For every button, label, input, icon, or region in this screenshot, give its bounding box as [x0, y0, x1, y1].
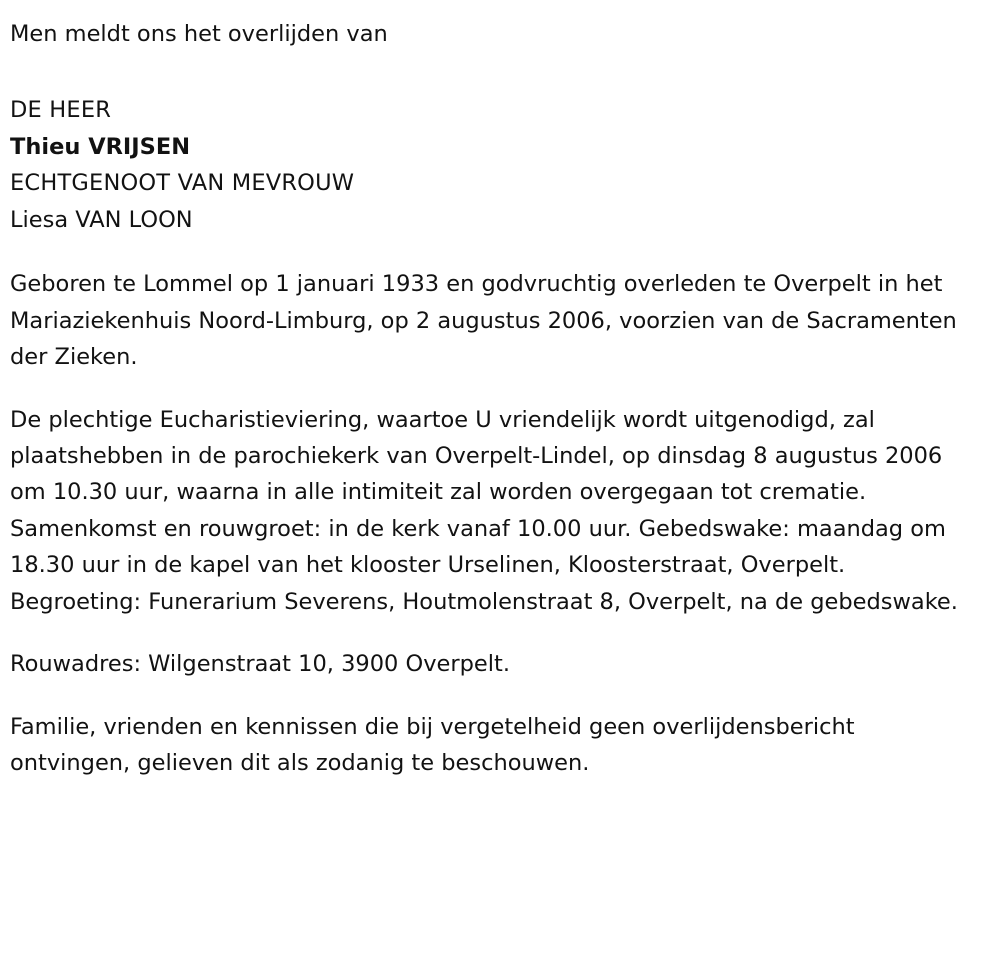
deceased-title: DE HEER: [10, 97, 112, 124]
service-paragraph: De plechtige Eucharistieviering, waartoe U vriendelijk wordt uitgenodigd, zal plaatshebben in de parochiekerk van Overpelt-Lindel, op dinsdag 8 augustus 2006 om 10.30 uur, waarna in alle intimiteit zal worden overgegaan tot crematie. Samenkomst en rouwgroet: in de kerk vanaf 10.00 uur. Gebedswake: maandag om 18.30 uur in de kapel van het klooster Urselinen, Kloosterstraat, Overpelt. Begroeting: Funerarium Severens, Houtmolenstraat 8, Overpelt, na de gebedswake.: [10, 406, 958, 615]
deceased-name: Thieu VRIJSEN: [10, 133, 191, 160]
spouse-relation: ECHTGENOOT VAN MEVROUW: [10, 170, 355, 197]
spouse-name: Liesa VAN LOON: [10, 206, 193, 233]
intro-line: Men meldt ons het overlijden van: [10, 21, 388, 47]
deceased-details: [10, 92, 978, 238]
birth-death-paragraph: Geboren te Lommel op 1 januari 1933 en godvruchtig overleden te Overpelt in het Mariaziekenhuis Noord-Limburg, op 2 augustus 2006, voorzien van de Sacramenten der Zieken.: [10, 271, 964, 371]
obituary-notice: [10, 16, 978, 781]
mourning-address: Rouwadres: Wilgenstraat 10, 3900 Overpelt.: [10, 651, 510, 678]
closing-paragraph: Familie, vrienden en kennissen die bij vergetelheid geen overlijdensbericht ontvingen, gelieven dit als zodanig te beschouwen.: [10, 713, 862, 776]
